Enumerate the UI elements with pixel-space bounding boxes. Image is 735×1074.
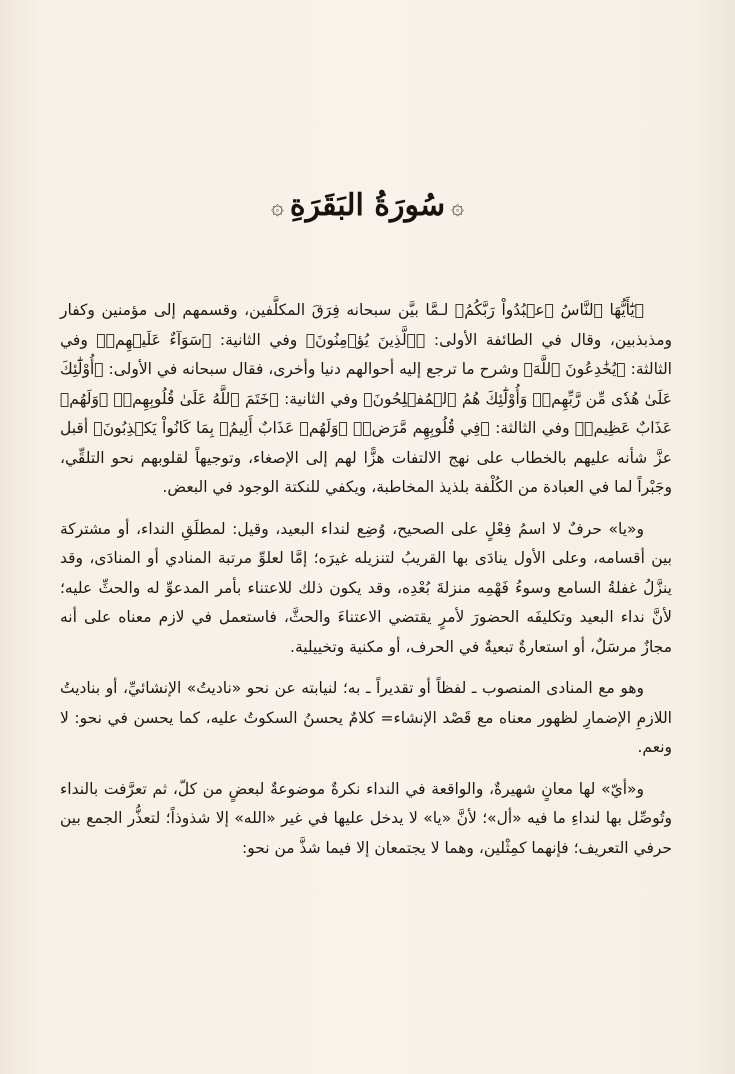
paragraph-2: و«يا» حرفٌ لا اسمُ فِعْلٍ على الصحيح، وُضِع لنداء البعيد، وقيل: لمطلَقِ النداء، أو مشتركة بين أقسامه، وعلى الأول ينادَى بها القريبُ لتنزيله غيرَه؛ إمَّا لعلوِّ مرتبة المنادي أو المنادَى، وقد ينزَّلُ غفلةُ السامع وسوءُ فَهْمِه منزلةَ بُعْدِه، وقد يكون ذلك للاعتناء بأمر المدعوِّ له والحثِّ عليه؛ لأنَّ نداء البعيد وتكليفَه الحضورَ لأمرٍ يقتضي الاعتناءَ والحثَّ، فاستعمل في لازم معناه على أنه مجازٌ مرسَلٌ، أو استعارةٌ تبعيةٌ في الحرف، أو مكنية وتخييلية. <box>60 519 672 656</box>
paragraph-1: ﴿يَٰٓأَيُّهَا ٱلنَّاسُ ٱعۡبُدُواْ رَبَّكُمُ﴾ لـمَّا بيَّن سبحانه فِرَقَ المكلَّفين، وقسمهم إلى مؤمنين وكفار ومذبذبين، وقال في الطائفة الأولى: ﴿ٱلَّذِينَ يُؤۡمِنُونَ﴾ وفي الثانية: ﴿سَوَآءٌ عَلَيۡهِمۡ﴾ وفي الثالثة: ﴿يُخَٰدِعُونَ ٱللَّهَ﴾ وشرح ما ترجع إليه أحوالهم دنيا وأخرى، فقال سبحانه في الأولى: ﴿أُوْلَٰٓئِكَ عَلَىٰ هُدٗى مِّن رَّبِّهِمۡۖ وَأُوْلَٰٓئِكَ هُمُ ٱلۡمُفۡلِحُونَ﴾ وفي الثانية: ﴿خَتَمَ ٱللَّهُ عَلَىٰ قُلُوبِهِمۡ﴾ ﴿وَلَهُمۡ عَذَابٌ عَظِيمٞ﴾ وفي الثالثة: ﴿فِي قُلُوبِهِم مَّرَضٞ﴾ ﴿وَلَهُمۡ عَذَابٌ أَلِيمُۢ بِمَا كَانُواْ يَكۡذِبُونَ﴾ أقبل عزَّ شأنه عليهم بالخطاب على نهج الالتفات هزًّا لهم إلى الإصغاء، وتوجيهاً لقلوبهم نحو التلقِّي، وجَبْراً لما في العبادة من الكُلْفة بلذيذ المخاطبة، ويكفي للنكتة الوجود في البعض. <box>60 301 672 496</box>
surah-title <box>0 188 735 223</box>
surah-title-text: سُورَةُ البَقَرَةِ <box>289 188 446 223</box>
paragraph-4: و«أيّ» لها معانٍ شهيرةٌ، والواقعة في النداء نكرةٌ موضوعةٌ لبعضٍ من كلّ، ثم تعرَّفت بالنداء وتُوصِّل بها لنداءِ ما فيه «أل»؛ لأنَّ «يا» لا يدخل عليها في غير «الله» إلا شذوذاً؛ لتعذُّر الجمع بين حرفي التعريف؛ فإنهما كمِثْلين، وهما لا يجتمعان إلا فيما شذَّ من نحو: <box>60 779 672 857</box>
paragraph-3: وهو مع المنادى المنصوب ـ لفظاً أو تقديراً ـ به؛ لنيابته عن نحو «ناديتُ» الإنشائيِّ، أو بناديتُ اللازمِ الإضمارِ لظهور معناه مع قَصْد الإنشاء= كلامٌ يحسنُ السكوتُ عليه، كما يحسن في نحو: لا ونعم. <box>60 679 672 756</box>
commentary-body <box>60 296 672 863</box>
title-ornament-right: ۞ <box>451 194 465 220</box>
title-ornament-left: ۞ <box>270 194 284 220</box>
